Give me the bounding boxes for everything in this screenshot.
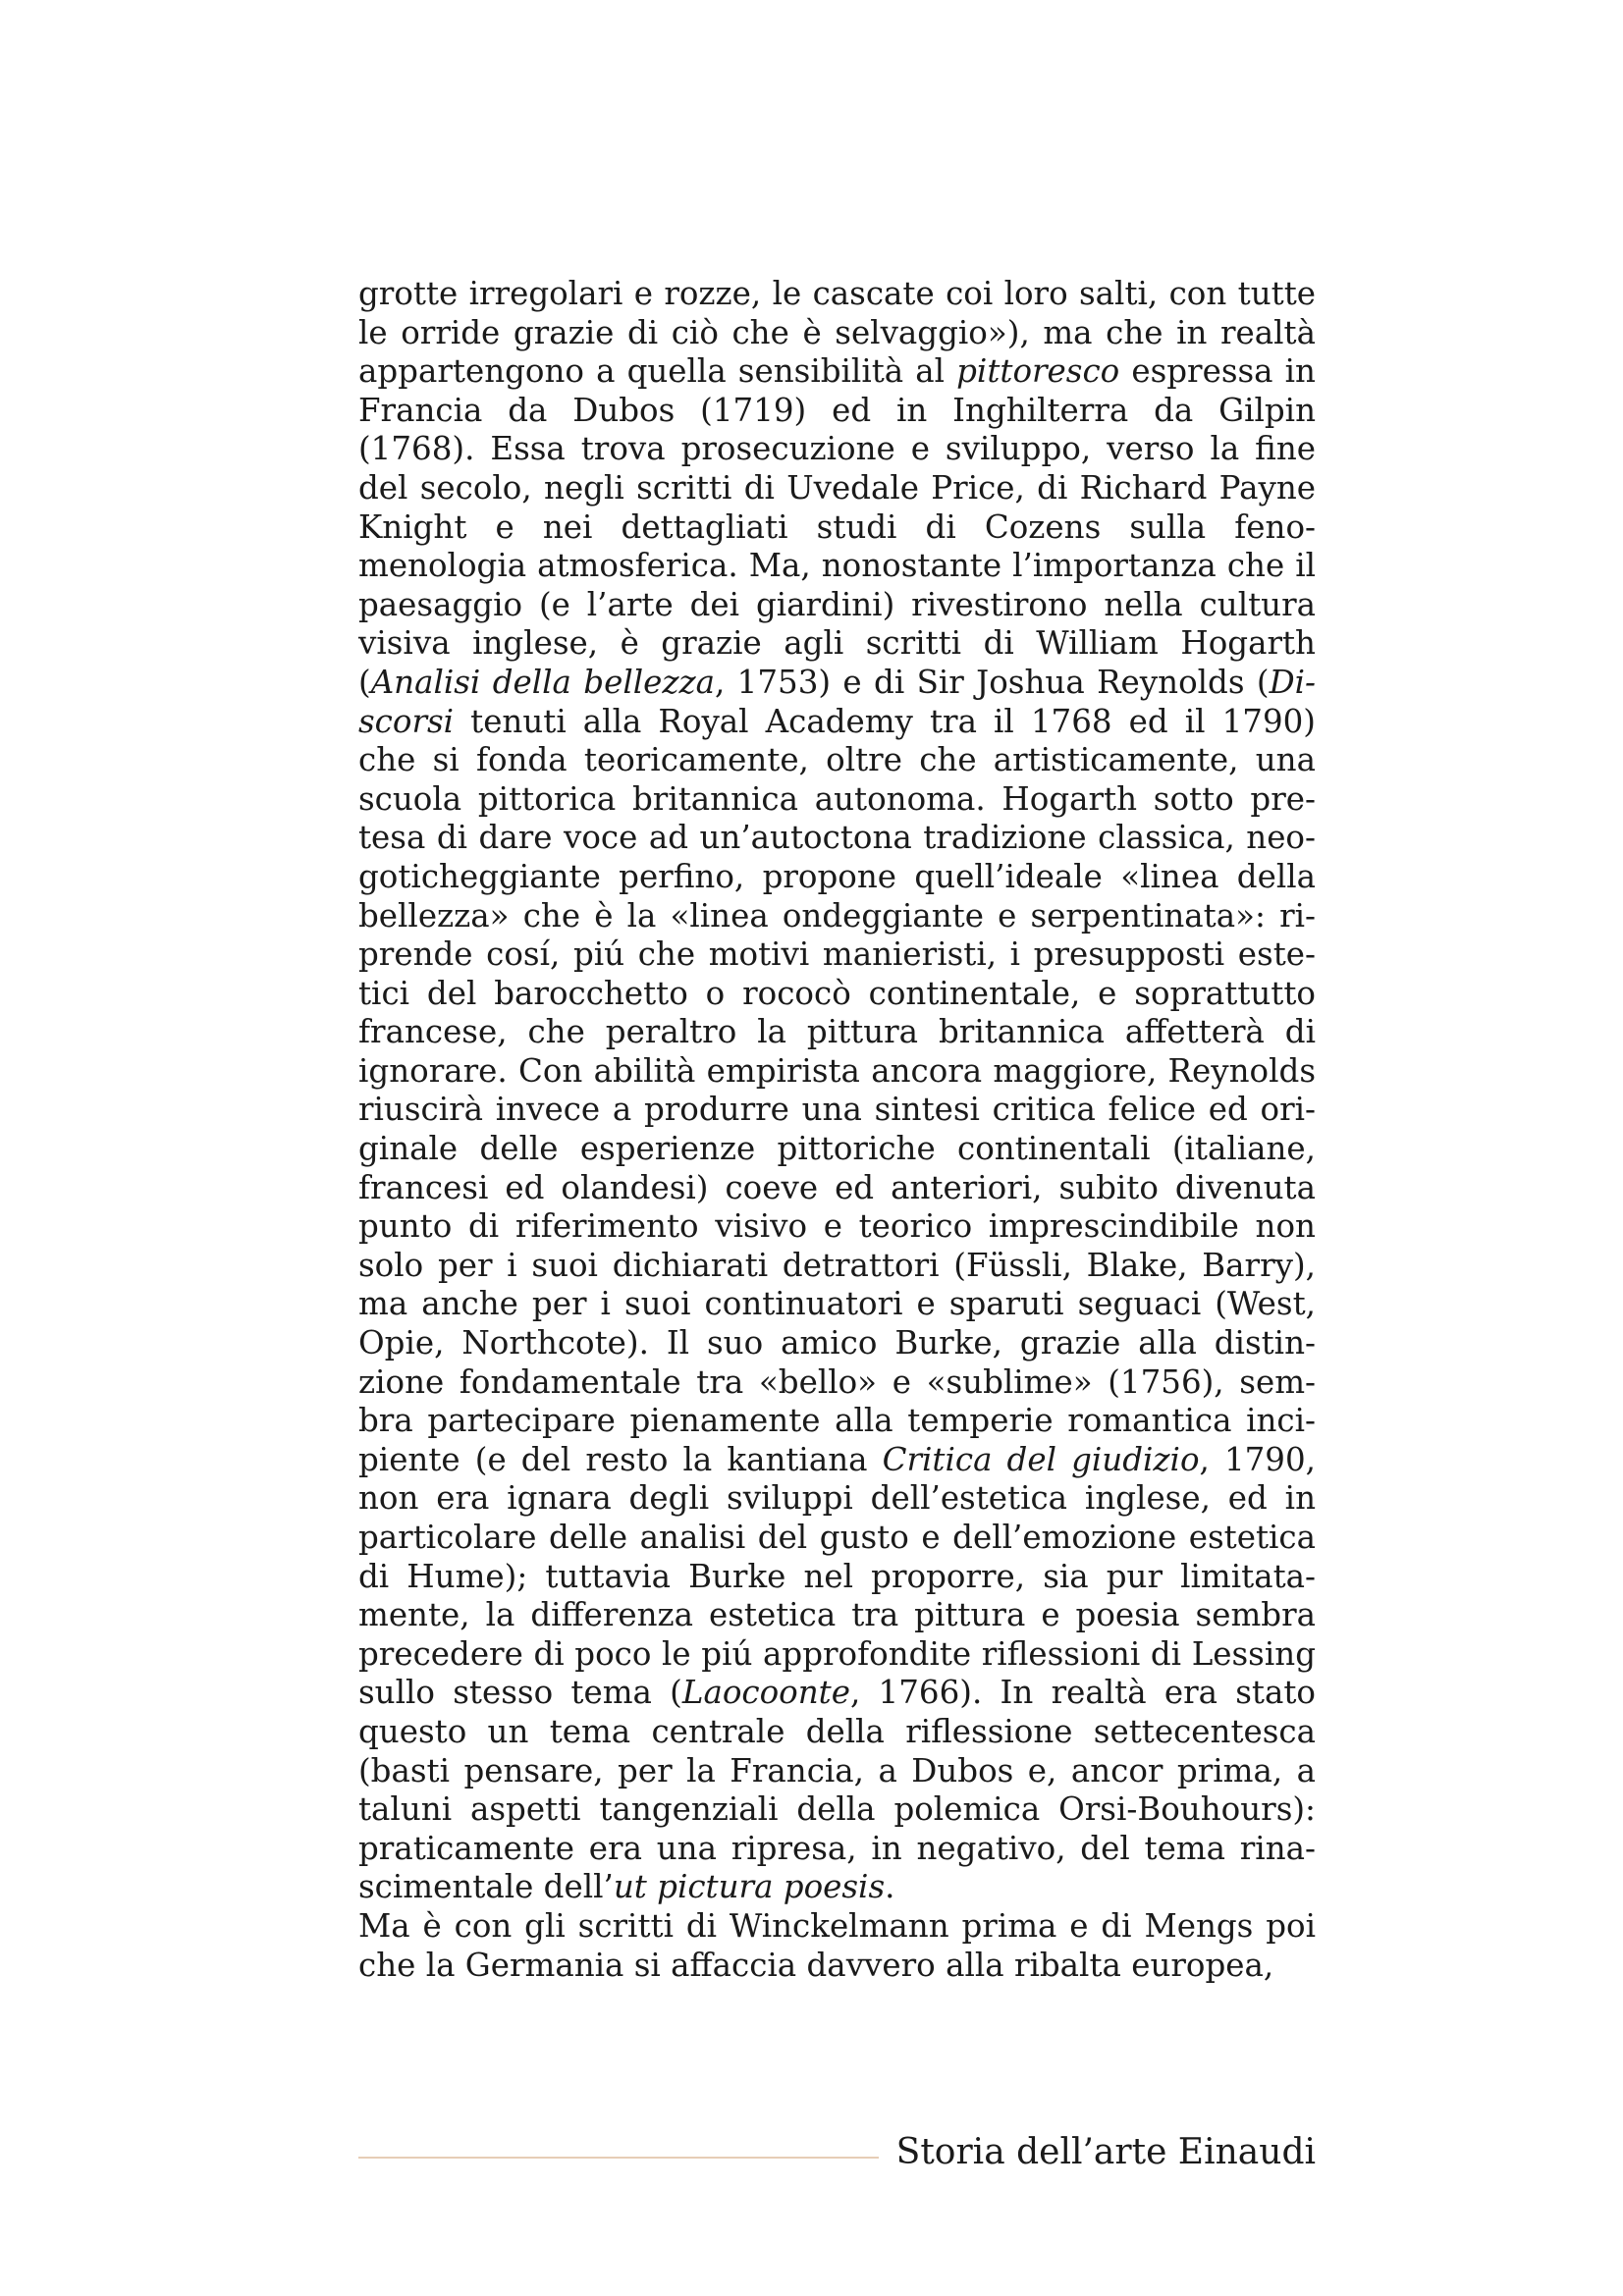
text-run: grotte irregolari e rozze, le cascate coi loro salti, con tutte le orride grazie di ciò che è selvaggio»), ma che in realtà appartengono a quella sensibilità al xyxy=(358,275,1316,391)
text-run: tenuti alla Royal Academy tra il 1768 ed il 1790) che si fonda teoricamente, oltre che artisticamente, una scuola pittorica britannica autonoma. Hogarth sotto pretesa di dare voce ad un’autoctona tradizione classica, neogoticheggiante perfino, propone quell’ideale «linea della bellezza» che è la «linea ondeggiante e serpentinata»: riprende cosí, piú che motivi manieristi, i presupposti estetici del barocchetto o rococò continentale, e soprattutto francese, che peraltro la pittura britannica affetterà di ignorare. Con abilità empirista ancora maggiore, Reynolds riuscirà invece a produrre una sintesi critica felice ed originale delle esperienze pittoriche continentali (italiane, francesi ed olandesi) coeve ed anteriori, subito divenuta punto di riferimento visivo e teorico imprescindibile non solo per i suoi dichiarati detrattori (Füssli, Blake, Barry), ma anche per i suoi continuatori e sparuti seguaci (West, Opie, Northcote). Il suo amico Burke, grazie alla distinzione fondamentale tra «bello» e «sublime» (1756), sembra partecipare pienamente alla temperie romantica incipiente (e del resto la kantiana xyxy=(358,702,1316,1478)
footer-book-title: Storia dell’arte Einaudi xyxy=(895,2132,1316,2172)
text-run: Ma è con gli scritti di Winckelmann prima e di Mengs poi che la Germania si affaccia davvero alla ribalta europea, xyxy=(358,1906,1316,1984)
italic-text-run: Critica del giudizio xyxy=(882,1440,1200,1478)
body-text xyxy=(358,275,1316,1985)
italic-text-run: Laocoonte xyxy=(681,1674,850,1712)
text-run: , 1790, non era ignara degli sviluppi dell’estetica inglese, ed in particolare delle analisi del gusto e dell’emozione estetica di Hume); tuttavia Burke nel proporre, sia pur limitatamente, la differenza estetica tra pittura e poesia sembra precedere di poco le piú approfondite riflessioni di Lessing sullo stesso tema ( xyxy=(358,1440,1316,1712)
italic-text-run: pittoresco xyxy=(956,352,1120,391)
paragraph xyxy=(358,1907,1316,1985)
italic-text-run: Discorsi xyxy=(358,663,1317,740)
paragraph xyxy=(358,275,1316,1907)
text-run: . xyxy=(885,1868,895,1906)
text-run: espressa in Francia da Dubos (1719) ed in Inghilterra da Gilpin (1768). Essa trova prosecuzione e sviluppo, verso la fine del secolo, negli scritti di Uvedale Price, di Richard Payne Knight e nei dettagliati studi di Cozens sulla fenomenologia atmosferica. Ma, nonostante l’importanza che il paesaggio (e l’arte dei giardini) rivestirono nella cultura visiva inglese, è grazie agli scritti di William Hogarth ( xyxy=(358,352,1316,701)
text-run: , 1753) e di Sir Joshua Reynolds ( xyxy=(714,663,1270,701)
text-run: , 1766). In realtà era stato questo un tema centrale della riflessione settecentesca (basti pensare, per la Francia, a Dubos e, ancor prima, a taluni aspetti tangenziali della polemica Orsi-Bouhours): praticamente era una ripresa, in negativo, del tema rinascimentale dell’ xyxy=(358,1674,1316,1906)
page-footer xyxy=(358,2128,1316,2177)
italic-text-run: Analisi della bellezza xyxy=(370,663,715,701)
italic-text-run: ut pictura poesis xyxy=(613,1868,886,1906)
footer-divider xyxy=(358,2157,879,2159)
